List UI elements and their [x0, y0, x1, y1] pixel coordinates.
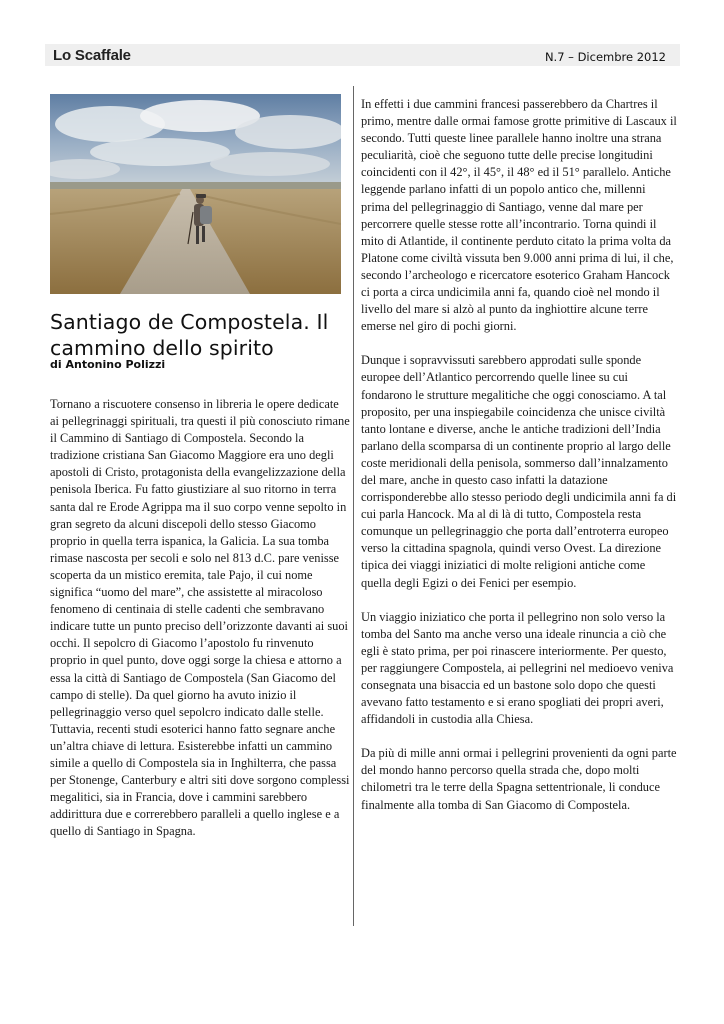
paragraph: Un viaggio iniziatico che porta il pellegrino non solo verso la tomba del Santo ma anche verso una ideale rinuncia a ciò che egli è stato prima, per poi rinascere interiormente. Per questo, per raggiungere Compostela, ai pellegrini nel medioevo veniva consegnata una bisaccia ed un bastone solo dopo che questi avevano fatto testamento e si erano spogliati dei propri averi, affidandoli in custodia alla Chiesa.	[361, 609, 674, 727]
paragraph: Dunque i sopravvissuti sarebbero approdati sulle sponde europee dell’Atlantico percorrendo quelle linee su cui fondarono le strutture megalitiche che oggi conosciamo. A tal proposito, per una inspiegabile coincidenza che unisce civiltà tanto lontane e diverse, anche le antiche tradizioni dell’India parlano della scomparsa di un continente proprio al largo delle coste meridionali della penisola, sommerso dall’innalzamento del mare, anche in questo caso infatti la datazione corrisponderebbe allo stesso periodo degli undicimila anni fa di cui parla Hancock. Ma al di là di tutto, Compostela resta comunque un pellegrinaggio che porta dall’entroterra europeo verso la cittadina spagnola, quindi verso Ovest. La direzione tipica dei viaggi iniziatici di molte religioni antiche come quella degli Egizi o dei Fenici per esempio.	[361, 353, 677, 590]
right-column	[361, 96, 677, 814]
column-divider	[353, 86, 354, 926]
paragraph: In effetti i due cammini francesi passerebbero da Chartres il primo, mentre dalle ormai famose grotte primitive di Lascaux il secondo. Tutti queste linee parallele hanno inoltre una strana peculiarità, cioè che seguono tutte delle precise longitudini coincidenti con il 42°, il 45°, il 48° ed il 51° parallelo. Antiche leggende parlano infatti di un popolo antico che, millenni prima del pellegrinaggio di Santiago, venne dal mare per percorrere quelle stesse rotte all’incontrario. Torna quindi il mito di Atlantide, il continente perduto citato la prima volta da Platone come civiltà vissuta ben 9.000 anni prima di lui, il che, secondo l’archeologo e ricercatore esoterico Graham Hancock ci porta a circa undicimila anni fa, quando cioè nel mondo il livello del mare si alzò al punto da inghiottire alcune terre emerse nel giro di pochi giorni.	[361, 97, 677, 334]
page-header	[45, 44, 680, 66]
article-photo	[50, 94, 341, 294]
left-column	[50, 396, 350, 840]
article-byline: di Antonino Polizzi	[50, 358, 166, 371]
paragraph: Tornano a riscuotere consenso in libreria le opere dedicate ai pellegrinaggi spirituali, tra questi il più conosciuto rimane il Cammino di Santiago di Compostela. Secondo la tradizione cristiana San Giacomo Maggiore era uno degli apostoli di Cristo, protagonista della evangelizzazione della penisola Iberica. Fu fatto giustiziare al suo ritorno in terra santa dal re Erode Agrippa ma il suo corpo venne sepolto in gran segreto da alcuni discepoli dello stesso Giacomo proprio in quella terra ispanica, la Galicia. La sua tomba rimase nascosta per secoli e solo nel 813 d.C. pare venisse scoperta da un mistico eremita, tale Pajo, il cui nome significa “uomo del mare”, che assistette al miracoloso fenomeno di centinaia di stelle cadenti che sembravano indicare tutte un punto preciso dell’orizzonte davanti ai suoi occhi. Il sepolcro di Giacomo l’apostolo fu rinvenuto proprio in quel punto, dove oggi sorge la chiesa e attorno a essa la città di Santiago de Compostela (San Giacomo del campo di stelle). Da quel giorno ha avuto inizio il pellegrinaggio verso quel sepolcro indicato dalle stelle. Tuttavia, recenti studi esoterici hanno fatto segnare anche un’altra chiave di lettura. Esisterebbe infatti un cammino simile a quello di Compostela sia in Inghilterra, che passa per Stonenge, Canterbury e altri siti dove sorgono complessi megalitici, sia in Francia, dove i cammini sarebbero addirittura due e correrebbero paralleli a quello inglese e a quello di Santiago in Spagna.	[50, 397, 350, 839]
issue-date: N.7 – Dicembre 2012	[544, 50, 666, 64]
paragraph: Da più di mille anni ormai i pellegrini provenienti da ogni parte del mondo hanno percorso quella strada che, dopo molti chilometri tra le terre della Spagna settentrionale, li conduce finalmente alla tomba di San Giacomo di Compostela.	[361, 746, 677, 812]
article-title: Santiago de Compostela. Il cammino dello spirito	[50, 310, 329, 360]
magazine-name: Lo Scaffale	[53, 47, 131, 64]
